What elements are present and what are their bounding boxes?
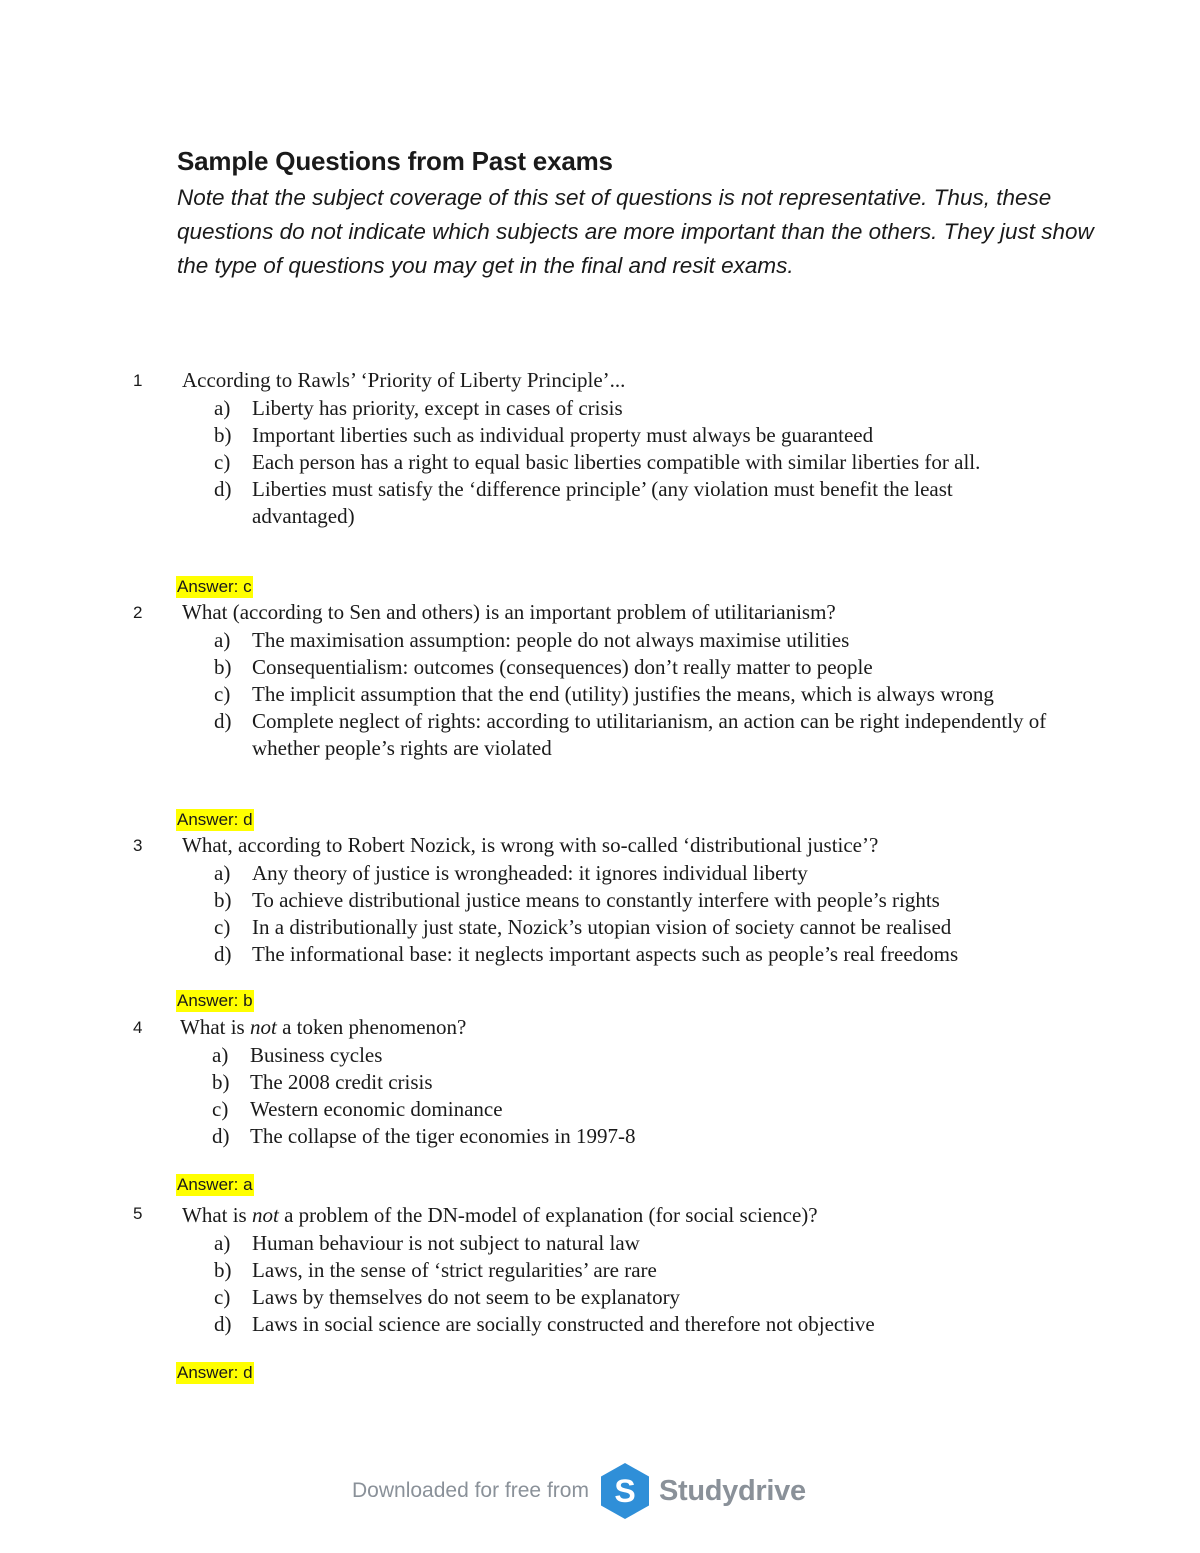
question-text: According to Rawls’ ‘Priority of Liberty Principle’... [182, 368, 626, 392]
option-text: Important liberties such as individual property must always be guaranteed [252, 423, 874, 447]
question-text: What, according to Robert Nozick, is wrong with so-called ‘distributional justice’? [182, 833, 879, 857]
option-letter: c) [214, 450, 231, 474]
question-text-before: What is [180, 1015, 250, 1039]
option-letter: c) [214, 1285, 231, 1309]
answer-label: Answer: b [177, 991, 253, 1010]
option-text: The 2008 credit crisis [250, 1070, 433, 1094]
option-c [212, 1096, 1052, 1123]
question-text [182, 1203, 818, 1228]
option-letter: c) [214, 682, 231, 706]
option-text: Each person has a right to equal basic liberties compatible with similar liberties for all. [252, 450, 981, 474]
option-c [214, 449, 1054, 476]
option-b [214, 654, 1054, 681]
option-letter: c) [214, 915, 231, 939]
option-letter: a) [214, 628, 231, 652]
option-d [214, 1311, 1054, 1338]
option-b [214, 422, 1054, 449]
studydrive-logo-icon [599, 1462, 651, 1520]
option-d [214, 476, 1054, 530]
option-text: The informational base: it neglects important aspects such as people’s real freedoms [252, 942, 959, 966]
question-number: 4 [133, 1018, 143, 1037]
option-letter: d) [214, 477, 232, 501]
answer-label: Answer: c [177, 577, 252, 596]
option-text: In a distributionally just state, Nozick’s utopian vision of society cannot be realised [252, 915, 952, 939]
question-text-before: What is [182, 1203, 252, 1227]
question-text-emphasis: not [249, 1015, 277, 1039]
intro-note: Note that the subject coverage of this set of questions is not representative. Thus, these questions do not indicate which subjects are more important than the others. They just show the type of questions you may get in the final and resit exams. [177, 185, 1094, 278]
option-c [214, 1284, 1054, 1311]
option-text: Human behaviour is not subject to natural law [252, 1231, 640, 1255]
question-text-after: a token phenomenon? [276, 1015, 467, 1039]
question-number: 5 [133, 1204, 143, 1223]
option-text: Complete neglect of rights: according to utilitarianism, an action can be right independently of whether people’s rights are violated [252, 709, 1047, 760]
option-text: Any theory of justice is wrongheaded: it ignores individual liberty [252, 861, 808, 885]
option-c [214, 681, 1054, 708]
option-a [212, 1042, 1052, 1069]
option-letter: a) [214, 1231, 231, 1255]
option-text: The maximisation assumption: people do not always maximise utilities [252, 628, 850, 652]
brand-name: Studydrive [658, 1474, 806, 1507]
option-c [214, 914, 1054, 941]
option-list [214, 1230, 1054, 1338]
option-a [214, 1230, 1054, 1257]
option-list [214, 395, 1054, 530]
option-text: Laws by themselves do not seem to be explanatory [252, 1285, 681, 1309]
option-text: Liberties must satisfy the ‘difference principle’ (any violation must benefit the least advantaged) [252, 477, 953, 528]
option-d [212, 1123, 1052, 1150]
option-letter: d) [214, 709, 232, 733]
download-footer[interactable] [352, 1462, 806, 1520]
answer-label: Answer: d [177, 1363, 253, 1382]
option-letter: d) [212, 1124, 230, 1148]
option-text: Liberty has priority, except in cases of crisis [252, 396, 623, 420]
option-d [214, 708, 1054, 762]
answer-label: Answer: d [177, 810, 253, 829]
option-letter: b) [212, 1070, 230, 1094]
question-text-emphasis: not [251, 1203, 279, 1227]
option-letter: b) [214, 888, 232, 912]
option-a [214, 627, 1054, 654]
answer-label: Answer: a [177, 1175, 253, 1194]
question-number: 3 [133, 836, 143, 855]
option-letter: c) [212, 1097, 229, 1121]
option-letter: a) [214, 861, 231, 885]
option-b [212, 1069, 1052, 1096]
option-letter: a) [212, 1043, 229, 1067]
logo-letter: S [614, 1473, 636, 1509]
option-text: Laws in social science are socially constructed and therefore not objective [252, 1312, 875, 1336]
option-a [214, 860, 1054, 887]
option-text: The collapse of the tiger economies in 1997-8 [250, 1124, 636, 1148]
page-title: Sample Questions from Past exams [177, 146, 613, 176]
option-list [212, 1042, 1052, 1150]
option-text: Western economic dominance [250, 1097, 503, 1121]
option-letter: b) [214, 1258, 232, 1282]
option-letter: d) [214, 1312, 232, 1336]
question-number: 1 [133, 371, 143, 390]
option-text: Laws, in the sense of ‘strict regularities’ are rare [252, 1258, 657, 1282]
option-b [214, 1257, 1054, 1284]
option-a [214, 395, 1054, 422]
option-letter: b) [214, 423, 232, 447]
question-number: 2 [133, 603, 143, 622]
option-text: The implicit assumption that the end (utility) justifies the means, which is always wrong [252, 682, 994, 706]
option-text: To achieve distributional justice means to constantly interfere with people’s rights [252, 888, 940, 912]
option-letter: a) [214, 396, 231, 420]
question-text: What (according to Sen and others) is an important problem of utilitarianism? [182, 600, 836, 624]
question-text [180, 1015, 466, 1040]
option-letter: d) [214, 942, 232, 966]
option-letter: b) [214, 655, 232, 679]
option-list [214, 860, 1054, 968]
question-text-after: a problem of the DN-model of explanation (for social science)? [278, 1203, 818, 1227]
option-b [214, 887, 1054, 914]
option-text: Consequentialism: outcomes (consequences) don’t really matter to people [252, 655, 873, 679]
option-text: Business cycles [250, 1043, 383, 1067]
footer-text: Downloaded for free from [352, 1479, 589, 1502]
option-d [214, 941, 1054, 968]
option-list [214, 627, 1054, 762]
